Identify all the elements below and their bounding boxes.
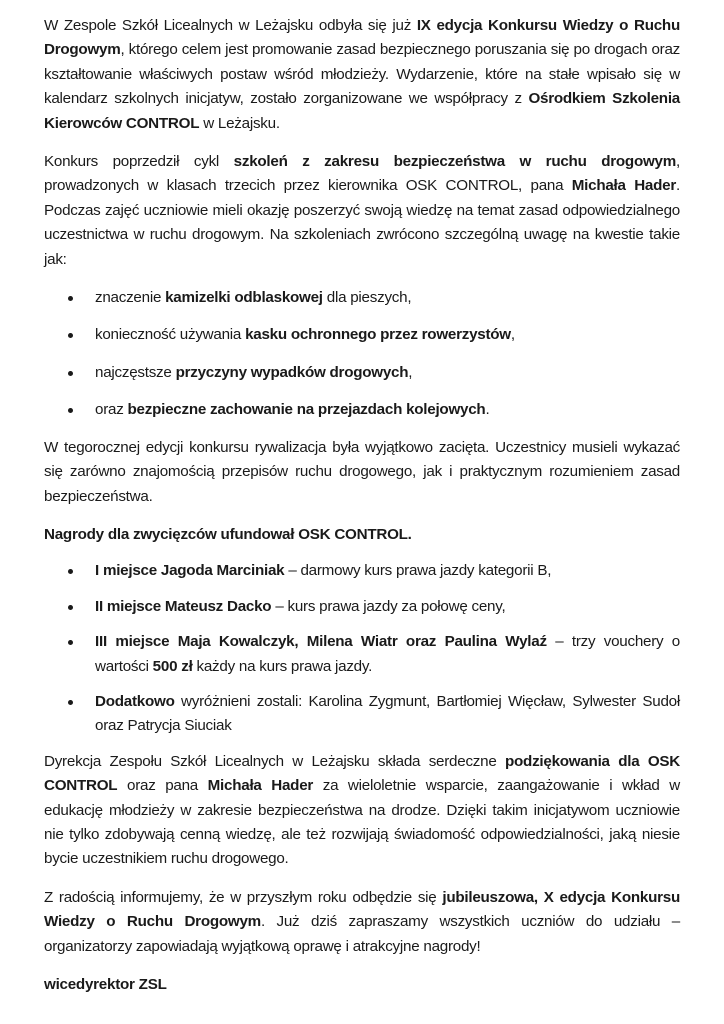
prizes-list <box>44 559 680 738</box>
signature-text: wicedyrektor ZSL <box>44 976 167 993</box>
text: Dyrekcja Zespołu Szkół Licealnych w Leżajsku składa serdeczne <box>44 752 505 770</box>
list-item <box>44 323 680 347</box>
bullet-icon <box>68 408 73 413</box>
winner-name: III miejsce Maja Kowalczyk, Milena Wiatr oraz Paulina Wylaź <box>95 633 547 651</box>
list-item <box>44 286 680 310</box>
prizes-heading-text: Nagrody dla zwycięzców ufundował OSK CONTROL. <box>44 525 412 543</box>
winner-name: I miejsce Jagoda Marciniak <box>95 562 285 580</box>
winner-name: II miejsce Mateusz Dacko <box>95 597 272 615</box>
bullet-icon <box>68 640 73 645</box>
prize-text: – darmowy kurs prawa jazdy kategorii B, <box>284 562 552 580</box>
intro-paragraph <box>44 14 680 136</box>
prize-text: – trzy vouchery o wartości <box>95 633 680 675</box>
training-topic: szkoleń z zakresu bezpieczeństwa w ruchu drogowym <box>233 153 677 171</box>
prizes-heading <box>44 523 680 547</box>
bullet-icon <box>68 296 73 301</box>
topics-list <box>44 286 680 423</box>
text: najczęstsze <box>95 363 176 381</box>
document-page <box>44 14 680 1011</box>
text: znaczenie <box>95 289 166 307</box>
competition-paragraph: W tegorocznej edycji konkursu rywalizacja była wyjątkowo zacięta. Uczestnicy musieli wykazać się zarówno znajomością przepisów ruchu drogowego, jak i praktycznym rozumieniem zasad bezpieczeństwa. <box>44 438 680 505</box>
prize-text: każdy na kurs prawa jazdy. <box>192 657 373 675</box>
next-edition: jubileuszowa, X edycja Konkursu Wiedzy o Ruchu Drogowym <box>44 888 680 931</box>
topic-bold: bezpieczne zachowanie na przejazdach kolejowych <box>127 401 486 419</box>
text: W Zespole Szkół Licealnych w Leżajsku odbyła się już <box>44 17 417 34</box>
list-item <box>44 559 680 583</box>
training-paragraph <box>44 150 680 272</box>
list-item <box>44 595 680 619</box>
bullet-icon <box>68 605 73 610</box>
text: Konkurs poprzedził cykl <box>44 153 234 171</box>
text: , którego celem jest promowanie zasad bezpiecznego poruszania się po drogach oraz kształtowanie właściwych postaw wśród młodzieży. Wydarzenie, które na stałe wpisało się w kalendarz szkolnych inicjatyw, zostało zorganizowane we współpracy z <box>44 41 680 108</box>
topic-bold: przyczyny wypadków drogowych <box>175 363 409 381</box>
bullet-icon <box>68 333 73 338</box>
text: , <box>510 326 515 344</box>
text: dla pieszych, <box>322 289 412 307</box>
list-item <box>44 690 680 739</box>
text: oraz <box>95 401 128 419</box>
announcement-paragraph <box>44 886 680 959</box>
list-item <box>44 630 680 679</box>
thanks-bold: podziękowania dla OSK CONTROL <box>44 752 681 795</box>
text: oraz pana <box>117 777 208 795</box>
voucher-value: 500 zł <box>152 657 193 675</box>
instructor-name: Michała Hader <box>571 177 677 195</box>
text: w Leżajsku. <box>199 114 280 132</box>
honorable-names: wyróżnieni zostali: Karolina Zygmunt, Bartłomiej Więcław, Sylwester Sudoł oraz Patrycja Siuciak <box>95 692 680 735</box>
instructor-name: Michała Hader <box>207 777 314 795</box>
text: , <box>408 363 413 381</box>
contest-name: IX edycja Konkursu Wiedzy o Ruchu Drogowym <box>44 17 680 59</box>
text: . Już dziś zapraszamy wszystkich uczniów do udziału – organizatorzy zapowiadają wyjątkową oprawę i atrakcyjne nagrody! <box>44 913 680 955</box>
text: . Podczas zajęć uczniowie mieli okazję poszerzyć swoją wiedzę na temat zasad odpowiedzialnego uczestnictwa w ruchu drogowym. Na szkoleniach zwrócono szczególną uwagę na kwestie takie jak: <box>44 177 680 268</box>
partner-name: Ośrodkiem Szkolenia Kierowców CONTROL <box>44 90 680 132</box>
bullet-icon <box>68 371 73 376</box>
honorable-label: Dodatkowo <box>95 692 175 710</box>
text: Z radością informujemy, że w przyszłym roku odbędzie się <box>44 888 443 906</box>
text: konieczność używania <box>95 326 246 344</box>
topic-bold: kamizelki odblaskowej <box>165 289 323 307</box>
bullet-icon <box>68 569 73 574</box>
text: , prowadzonych w klasach trzecich przez kierownika OSK CONTROL, pana <box>44 153 680 195</box>
list-item <box>44 398 680 422</box>
topic-bold: kasku ochronnego przez rowerzystów <box>245 326 511 344</box>
text: za wieloletnie wsparcie, zaangażowanie i wkład w edukację młodzieży w zakresie bezpieczeństwa na drodze. Dzięki takim inicjatywom uczniowie nie tylko zdobywają cenną wiedzę, ale też rozwijają świadomość odpowiedzialności, jaką niesie bycie uczestnikiem ruchu drogowego. <box>44 777 680 868</box>
list-item <box>44 361 680 385</box>
prize-text: – kurs prawa jazdy za połowę ceny, <box>271 597 506 615</box>
text: . <box>485 401 490 419</box>
signature <box>44 973 680 997</box>
thanks-paragraph <box>44 750 680 872</box>
bullet-icon <box>68 700 73 705</box>
